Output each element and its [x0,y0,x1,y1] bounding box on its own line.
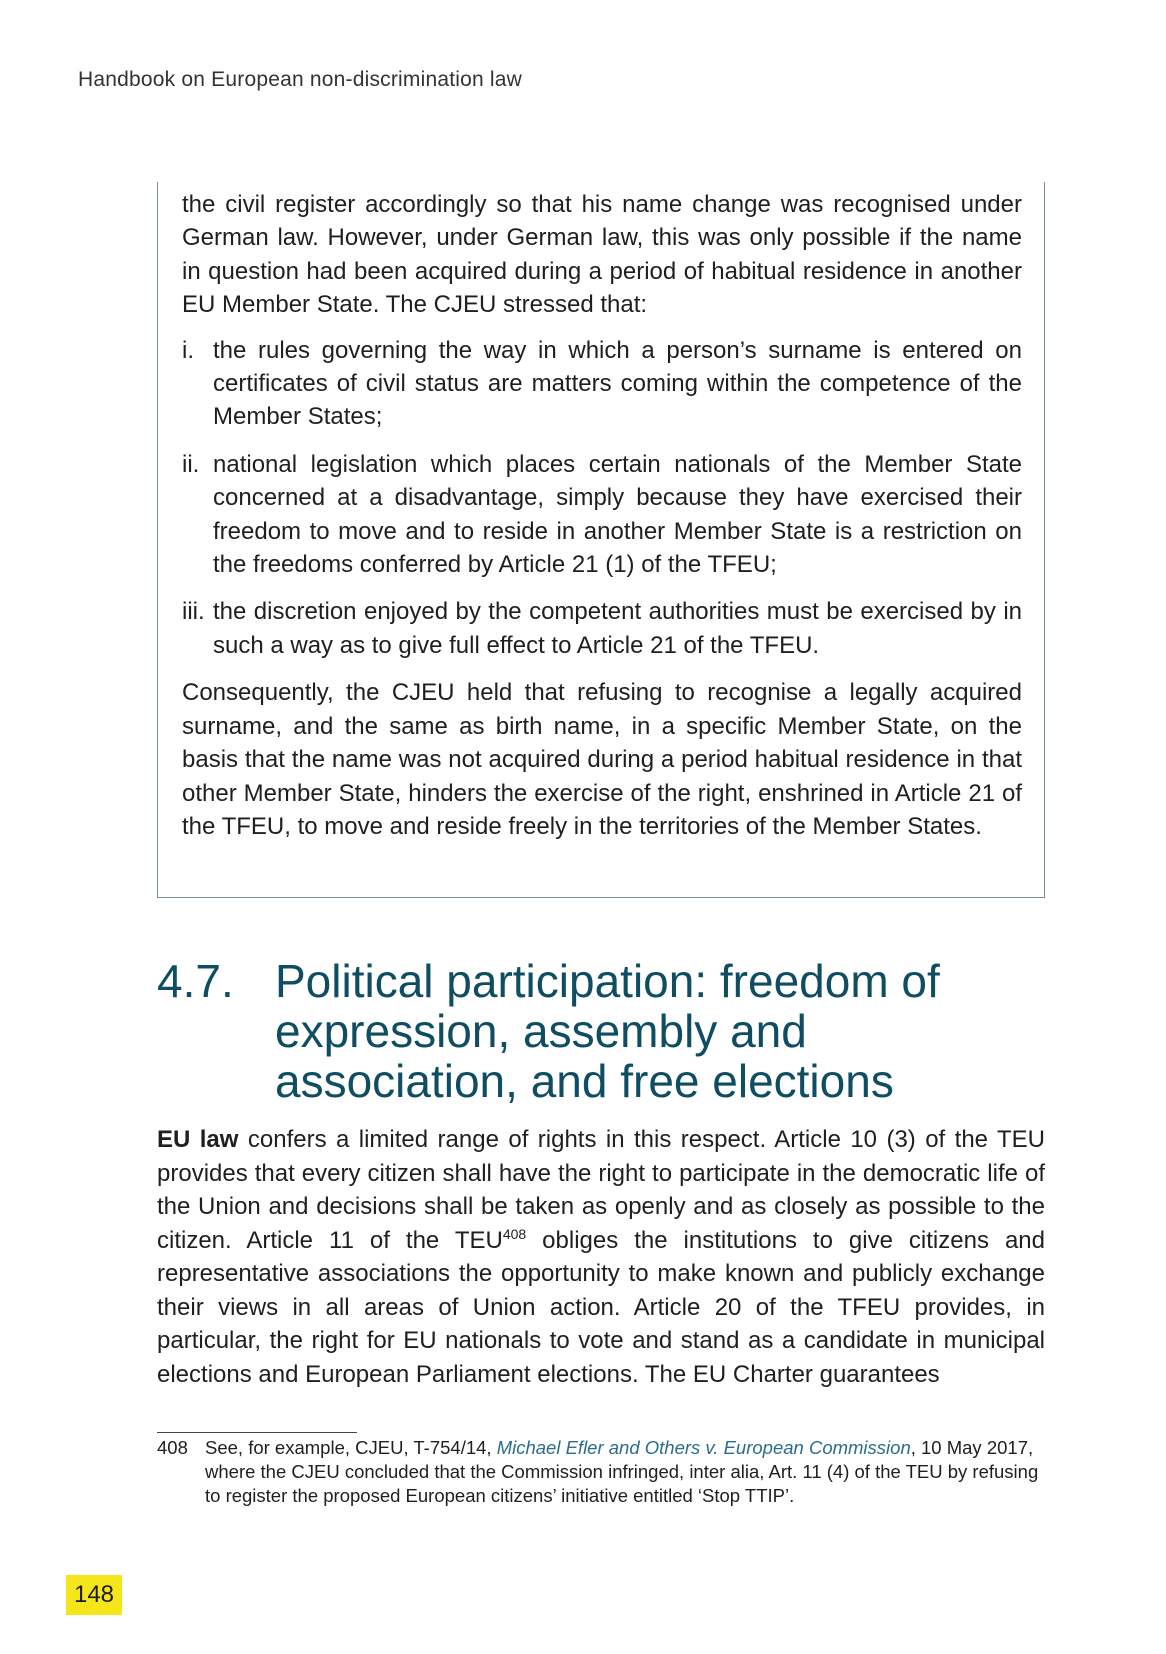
list-item [182,595,1022,662]
footnote-divider [157,1432,357,1433]
bold-lead: EU law [157,1126,239,1153]
list-marker: i. [182,336,194,364]
list-item [182,334,1022,434]
footnote-case-link[interactable]: Michael Efler and Others v. European Commission [496,1437,911,1458]
footnote [157,1436,1045,1508]
list-item [182,448,1022,582]
case-findings-list [182,334,1022,663]
case-conclusion-text: Consequently, the CJEU held that refusing to recognise a legally acquired surname, and the same as birth name, in a specific Member State, on the basis that the name was not acquired during a period habitual residence in that other Member State, hinders the exercise of the right, enshrined in Article 21 of the TFEU, to move and reside freely in the territories of the Member States. [182,679,1022,840]
list-marker: ii. [182,450,200,478]
section-number: 4.7. [157,955,234,1007]
body-paragraph [157,1123,1045,1391]
footnote-suffix: , 10 May 2017, where the CJEU concluded that the Commission infringed, inter alia, Art. 11 (4) of the TEU by refusing to register the proposed European citizens’ initiative entitled ‘Stop TTIP’. [205,1437,1039,1506]
footnote-reference[interactable]: 408 [502,1225,527,1242]
footnote-number: 408 [157,1437,188,1458]
list-marker: iii. [182,598,205,626]
page-number-badge: 148 [66,1575,122,1615]
section-title: Political participation: freedom of expression, assembly and association, and free elections [275,955,940,1107]
body-text-part1: confers a limited range of rights in this respect. Article 10 (3) of the TEU provides that every citizen shall have the right to participate in the democratic life of the Union and decisions shall be taken as openly and as closely as possible to the citizen. Article 11 of the TEU [157,1126,1045,1254]
body-text-part2: obliges the institutions to give citizens and representative associations the opportunity to make known and publicly exchange their views in all areas of Union action. Article 20 of the TFEU provides, in particular, the right for EU nationals to vote and stand as a candidate in municipal elections and European Parliament elections. The EU Charter guarantees [157,1226,1045,1388]
list-item-text: the rules governing the way in which a person’s surname is entered on certificates of civil status are matters coming within the competence of the Member States; [213,336,1022,431]
footnote-body [205,1436,1045,1508]
list-item-text: the discretion enjoyed by the competent authorities must be exercised by in such a way as to give full effect to Article 21 of the TFEU. [213,598,1022,659]
case-example-box [157,182,1045,898]
running-header: Handbook on European non-discrimination law [78,68,523,91]
case-intro-text: the civil register accordingly so that his name change was recognised under German law. However, under German law, this was only possible if the name in question had been acquired during a period of habitual residence in another EU Member State. The CJEU stressed that: [182,191,1022,319]
footnote-prefix: See, for example, CJEU, T-754/14, [205,1437,497,1458]
list-item-text: national legislation which places certain nationals of the Member State concerned at a disadvantage, simply because they have exercised their freedom to move and to reside in another Member State is a restriction on the freedoms conferred by Article 21 (1) of the TFEU; [213,450,1022,579]
